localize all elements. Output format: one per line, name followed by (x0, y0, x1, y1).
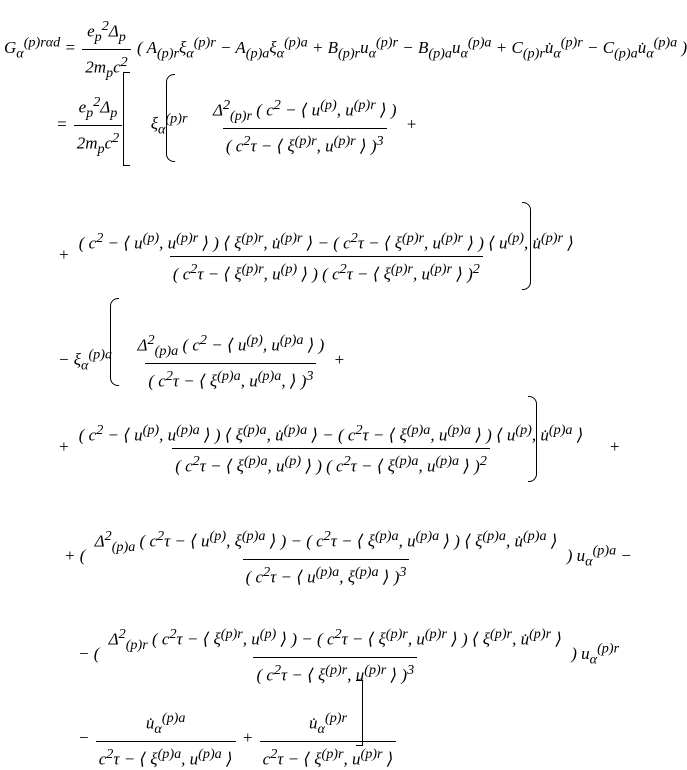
paren-left-r (166, 74, 175, 162)
equation-line-3: + ( $c^2$ − ⟨ $u^{(p)}$, $u^{(p)r}$ ⟩ ) ⟨ $\xi^{(p)r}$, u̇$^{(p)r}$ ⟩ − ( $c^2\tau$ − ⟨ $\xi^{(p)r}$, $u^{(p)r}$ ⟩ ) ⟨ $u^{(p)}$, u̇$^{(p)r}$ ⟩ ( $c^2\tau$ − ⟨ $\xi^{(p)r}$, $u^{(p)}$ ⟩ ) ( $c^2\tau$ − ⟨ $\xi^{(p)r}$, $u^{(p)r}$ ⟩ )$^2$ (58, 228, 579, 284)
term-r-fraction-1: $\frac{\Delta^2_{(p)r} ( c^2 - ⟨ u^{(p)}, u^{(p)r} ⟩ )}{( c^2\tau - ⟨ \xi^{(p)r}, u^{(p)r} ⟩ )^3}$ (212, 96, 397, 156)
velocity-a-fraction: $\Delta^2_{(p)a}$ ( $c^2\tau$ − ⟨ $u^{(p)}$, $\xi^{(p)a}$ ⟩ ) − ( $c^2\tau$ − ⟨ $\xi^{(p)a}$, $u^{(p)a}$ ⟩ ) ⟨ $\xi^{(p)a}$, u̇$^{(p)a}$ ⟩ ( $c^2\tau$ − ⟨ $u^{(p)a}$, $\xi^{(p)a}$ ⟩ )$^3$ (94, 528, 558, 587)
equation-line-5: + ( $c^2$ − ⟨ $u^{(p)}$, $u^{(p)a}$ ⟩ ) ⟨ $\xi^{(p)a}$, u̇$^{(p)a}$ ⟩ − ( $c^2\tau$ − ⟨ $\xi^{(p)a}$, $u^{(p)a}$ ⟩ ) ⟨ $u^{(p)}$, u̇$^{(p)a}$ ⟩ ( $c^2\tau$ − ⟨ $\xi^{(p)a}$, $u^{(p)}$ ⟩ ) ( $c^2\tau$ − ⟨ $\xi^{(p)a}$, $u^{(p)a}$ ⟩ )$^2$ + (58, 422, 621, 476)
term-a-fraction-1: $\frac{\Delta^2_{(p)a} ( c^2 - ⟨ u^{(p)}, u^{(p)a} ⟩ )}{( c^2\tau - ⟨ \xi^{(p)a}, u^{(p)a}, ⟩ )^3}$ (137, 332, 325, 391)
equation-line-4: − $\xi_\alpha^{(p)a}$ $\frac{\Delta^2_{(p)a} ( c^2 - ⟨ u^{(p)}, u^{(p)a} ⟩ )}{( c^2\tau - ⟨ \xi^{(p)a}, u^{(p)a}, ⟩ )^3}$ + (58, 332, 345, 391)
prefactor-fraction: $\frac{e_p^2\Delta_p}{2m_pc^2}$ (82, 16, 130, 83)
velocity-r-fraction: $\Delta^2_{(p)r}$ ( $c^2\tau$ − ⟨ $\xi^{(p)r}$, $u^{(p)}$ ⟩ ) − ( $c^2\tau$ − ⟨ $\xi^{(p)r}$, $u^{(p)r}$ ⟩ ) ⟨ $\xi^{(p)r}$, u̇$^{(p)r}$ ⟩ ( $c^2\tau$ − ⟨ $\xi^{(p)r}$, $u^{(p)r}$ ⟩ )$^3$ (108, 626, 562, 685)
paren-right-r (522, 202, 531, 290)
term-a-fraction-2: ( $c^2$ − ⟨ $u^{(p)}$, $u^{(p)a}$ ⟩ ) ⟨ $\xi^{(p)a}$, u̇$^{(p)a}$ ⟩ − ( $c^2\tau$ − ⟨ $\xi^{(p)a}$, $u^{(p)a}$ ⟩ ) ⟨ $u^{(p)}$, u̇$^{(p)a}$ ⟩ ( $c^2\tau$ − ⟨ $\xi^{(p)a}$, $u^{(p)}$ ⟩ ) ( $c^2\tau$ − ⟨ $\xi^{(p)a}$, $u^{(p)a}$ ⟩ )$^2$ (78, 422, 584, 476)
paren-right-a (528, 396, 537, 482)
paren-left-a (110, 298, 119, 386)
equation-line-6: + ( $\Delta^2_{(p)a}$ ( $c^2\tau$ − ⟨ $u^{(p)}$, $\xi^{(p)a}$ ⟩ ) − ( $c^2\tau$ − ⟨ $\xi^{(p)a}$, $u^{(p)a}$ ⟩ ) ⟨ $\xi^{(p)a}$, u̇$^{(p)a}$ ⟩ ( $c^2\tau$ − ⟨ $u^{(p)a}$, $\xi^{(p)a}$ ⟩ )$^3$ ) $u_\alpha^{(p)a}$ − (64, 528, 632, 587)
equation-line-1: $G_\alpha^{(p)r\alpha d}$ = $\frac{e_p^2\Delta_p}{2m_pc^2}$ ( $A_{(p)r}\xi_\alpha^{(p)r} - A_{(p)a}\xi_\alpha^{(p)a} + B_{(p)r}u_\alpha^{(p)r} - B_{(p)a}u_\alpha^{(p)a}$ + $C_{(p)r}u̇_\alpha^{(p)r}$ − $C_{(p)a}u̇_\alpha^{(p)a}$ ) (4, 18, 687, 82)
equation-line-7: − ( $\Delta^2_{(p)r}$ ( $c^2\tau$ − ⟨ $\xi^{(p)r}$, $u^{(p)}$ ⟩ ) − ( $c^2\tau$ − ⟨ $\xi^{(p)r}$, $u^{(p)r}$ ⟩ ) ⟨ $\xi^{(p)r}$, u̇$^{(p)r}$ ⟩ ( $c^2\tau$ − ⟨ $\xi^{(p)r}$, $u^{(p)r}$ ⟩ )$^3$ ) $u_\alpha^{(p)r}$ (78, 626, 620, 685)
accel-r-fraction: $\frac{u̇_\alpha^{(p)r}}{c^2\tau - ⟨ \xi^{(p)r}, u^{(p)r} ⟩}$ (260, 708, 397, 770)
outer-bracket-left (123, 72, 130, 166)
outer-bracket-right (356, 680, 363, 746)
term-r-fraction-2: ( $c^2$ − ⟨ $u^{(p)}$, $u^{(p)r}$ ⟩ ) ⟨ $\xi^{(p)r}$, u̇$^{(p)r}$ ⟩ − ( $c^2\tau$ − ⟨ $\xi^{(p)r}$, $u^{(p)r}$ ⟩ ) ⟨ $u^{(p)}$, u̇$^{(p)r}$ ⟩ ( $c^2\tau$ − ⟨ $\xi^{(p)r}$, $u^{(p)}$ ⟩ ) ( $c^2\tau$ − ⟨ $\xi^{(p)r}$, $u^{(p)r}$ ⟩ )$^2$ (78, 230, 574, 284)
equation-line-2: = $\frac{e_p^2\Delta_p}{2m_pc^2}$ $\xi_\alpha^{(p)r}$ $\frac{\Delta^2_{(p)r} ( c^2 - ⟨ u^{(p)}, u^{(p)r} ⟩ )}{( c^2\tau - ⟨ \xi^{(p)r}, u^{(p)r} ⟩ )^3}$ + (56, 94, 418, 158)
equation-line-8: − $\frac{u̇_\alpha^{(p)a}}{c^2\tau - ⟨ \xi^{(p)a}, u^{(p)a} ⟩}$ + $\frac{u̇_\alpha^{(p)r}}{c^2\tau - ⟨ \xi^{(p)r}, u^{(p)r} ⟩}$ (78, 708, 398, 770)
accel-a-fraction: $\frac{u̇_\alpha^{(p)a}}{c^2\tau - ⟨ \xi^{(p)a}, u^{(p)a} ⟩}$ (96, 708, 236, 770)
